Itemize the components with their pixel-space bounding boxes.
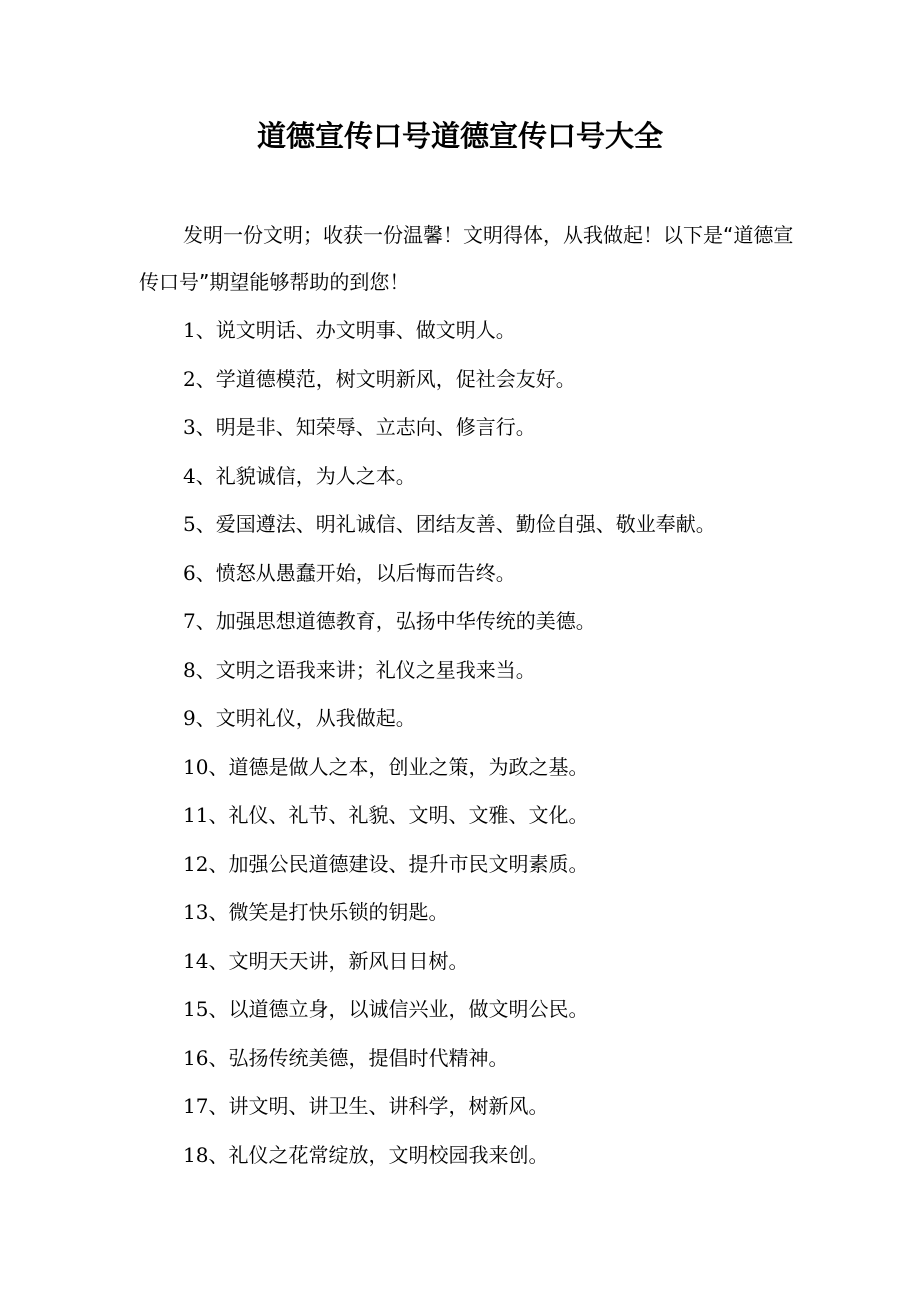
list-item: [183, 888, 803, 937]
list-item: [183, 1034, 803, 1083]
item-text: 、以道德立身，以诚信兴业，做文明公民。: [208, 997, 589, 1021]
item-number: 3: [183, 415, 196, 439]
list-item: [183, 1131, 803, 1180]
list-item: [183, 549, 803, 598]
list-item: [183, 791, 803, 840]
item-number: 13: [183, 900, 209, 924]
list-item: [183, 743, 803, 792]
list-item: [183, 646, 803, 695]
item-text: 、爱国遵法、明礼诚信、团结友善、勤俭自强、敬业奉献。: [195, 512, 716, 536]
item-text: 、说文明话、办文明事、做文明人。: [195, 318, 516, 342]
item-text: 、礼仪、礼节、礼貌、文明、文雅、文化。: [208, 803, 589, 827]
item-number: 17: [183, 1094, 209, 1118]
item-number: 1: [183, 318, 196, 342]
item-text: 、文明礼仪，从我做起。: [195, 706, 416, 730]
slogan-list: [183, 306, 803, 1179]
list-item: [183, 306, 803, 355]
item-text: 、礼貌诚信，为人之本。: [195, 463, 416, 488]
item-text: 、学道德模范，树文明新风，促社会友好。: [195, 366, 576, 391]
list-item: [183, 840, 803, 889]
item-number: 10: [183, 754, 209, 779]
item-number: 2: [183, 366, 196, 391]
item-number: 8: [183, 657, 196, 682]
list-item: [183, 403, 803, 452]
item-number: 14: [183, 948, 209, 973]
item-number: 16: [183, 1045, 209, 1070]
list-item: [183, 937, 803, 986]
list-item: [183, 985, 803, 1034]
item-text: 、微笑是打快乐锁的钥匙。: [208, 900, 449, 924]
list-item: [183, 1082, 803, 1131]
list-item: [183, 500, 803, 549]
item-text: 、文明天天讲，新风日日树。: [208, 948, 469, 973]
document-title: 道德宣传口号道德宣传口号大全: [256, 119, 663, 153]
list-item: [183, 597, 803, 646]
item-number: 7: [183, 609, 196, 633]
item-number: 9: [183, 706, 196, 730]
item-number: 15: [183, 997, 209, 1021]
item-text: 、礼仪之花常绽放，文明校园我来创。: [208, 1142, 549, 1167]
item-number: 18: [183, 1142, 209, 1167]
item-text: 、加强公民道德建设、提升市民文明素质。: [208, 851, 589, 876]
list-item: [183, 452, 803, 501]
list-item: [183, 355, 803, 404]
item-number: 5: [183, 512, 196, 536]
item-text: 、讲文明、讲卫生、讲科学，树新风。: [208, 1094, 549, 1118]
intro-paragraph: 发明一份文明；收获一份温馨！文明得体，从我做起！以下是“道德宣传口号”期望能够帮助的到您！: [139, 223, 794, 294]
list-item: [183, 694, 803, 743]
item-text: 、加强思想道德教育，弘扬中华传统的美德。: [195, 609, 596, 633]
item-text: 、弘扬传统美德，提倡时代精神。: [208, 1045, 509, 1070]
item-number: 6: [183, 560, 196, 585]
item-number: 11: [183, 803, 209, 827]
item-text: 、愤怒从愚蠢开始，以后悔而告终。: [195, 560, 516, 585]
item-text: 、道德是做人之本，创业之策，为政之基。: [208, 754, 589, 779]
item-number: 4: [183, 463, 196, 488]
item-text: 、文明之语我来讲；礼仪之星我来当。: [195, 657, 536, 682]
item-number: 12: [183, 851, 209, 876]
item-text: 、明是非、知荣辱、立志向、修言行。: [195, 415, 536, 439]
